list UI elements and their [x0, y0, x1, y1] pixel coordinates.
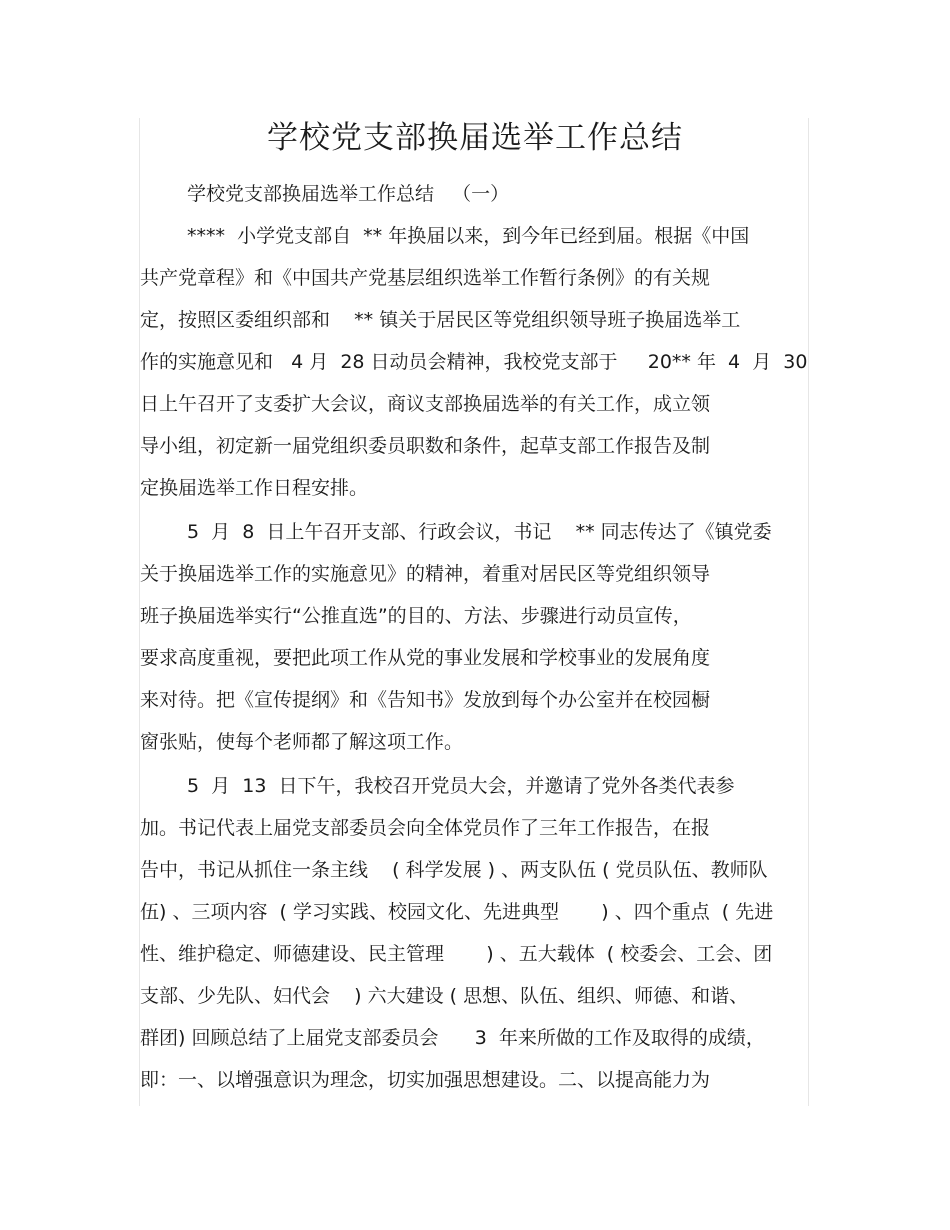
body-line: 伍) 、三项内容 ( 学习实践、校园文化、先进典型 ) 、四个重点 ( 先进 [140, 901, 774, 923]
body-line: 即：一、以增强意识为理念，切实加强思想建设。二、以提高能力为 [140, 1069, 711, 1091]
body-line: 群团) 回顾总结了上届党支部委员会 3 年来所做的工作及取得的成绩， [140, 1027, 765, 1049]
body-line: 来对待。把《宣传提纲》和《告知书》发放到每个办公室并在校园橱 [140, 689, 711, 711]
body-line: 定，按照区委组织部和 ** 镇关于居民区等党组织领导班子换届选举工 [140, 309, 741, 331]
body-line: **** 小学党支部自 ** 年换届以来，到今年已经到届。根据《中国 [187, 225, 750, 247]
body-line: 要求高度重视，要把此项工作从党的事业发展和学校事业的发展角度 [140, 647, 711, 669]
body-line: 关于换届选举工作的实施意见》的精神，着重对居民区等党组织领导 [140, 563, 711, 585]
body-line: 导小组，初定新一届党组织委员职数和条件，起草支部工作报告及制 [140, 435, 711, 457]
body-line: 5 月 13 日下午，我校召开党员大会，并邀请了党外各类代表参 [187, 775, 735, 797]
body-line: 作的实施意见和 4 月 28 日动员会精神，我校党支部于 20** 年 4 月 30 [140, 351, 808, 373]
body-line: 共产党章程》和《中国共产党基层组织选举工作暂行条例》的有关规 [140, 267, 711, 289]
body-line: 支部、少先队、妇代会 ) 六大建设 ( 思想、队伍、组织、师德、和谐、 [140, 985, 749, 1007]
body-line: 窗张贴，使每个老师都了解这项工作。 [140, 731, 464, 753]
subtitle-line: 学校党支部换届选举工作总结 （一） [187, 183, 510, 205]
body-line: 日上午召开了支委扩大会议，商议支部换届选举的有关工作，成立领 [140, 393, 711, 415]
body-line: 5 月 8 日上午召开支部、行政会议，书记 ** 同志传达了《镇党委 [187, 521, 772, 543]
body-line: 班子换届选举实行“公推直选”的目的、方法、步骤进行动员宣传， [140, 605, 692, 627]
document-title: 学校党支部换届选举工作总结 [267, 120, 683, 156]
body-line: 定换届选举工作日程安排。 [140, 477, 369, 499]
page-right-border [808, 118, 809, 1106]
body-line: 加。书记代表上届党支部委员会向全体党员作了三年工作报告，在报 [140, 817, 711, 839]
body-line: 性、维护稳定、师德建设、民主管理 ) 、五大载体 ( 校委会、工会、团 [140, 943, 773, 965]
body-line: 告中，书记从抓住一条主线 ( 科学发展 ) 、两支队伍 ( 党员队伍、教师队 [140, 859, 768, 881]
